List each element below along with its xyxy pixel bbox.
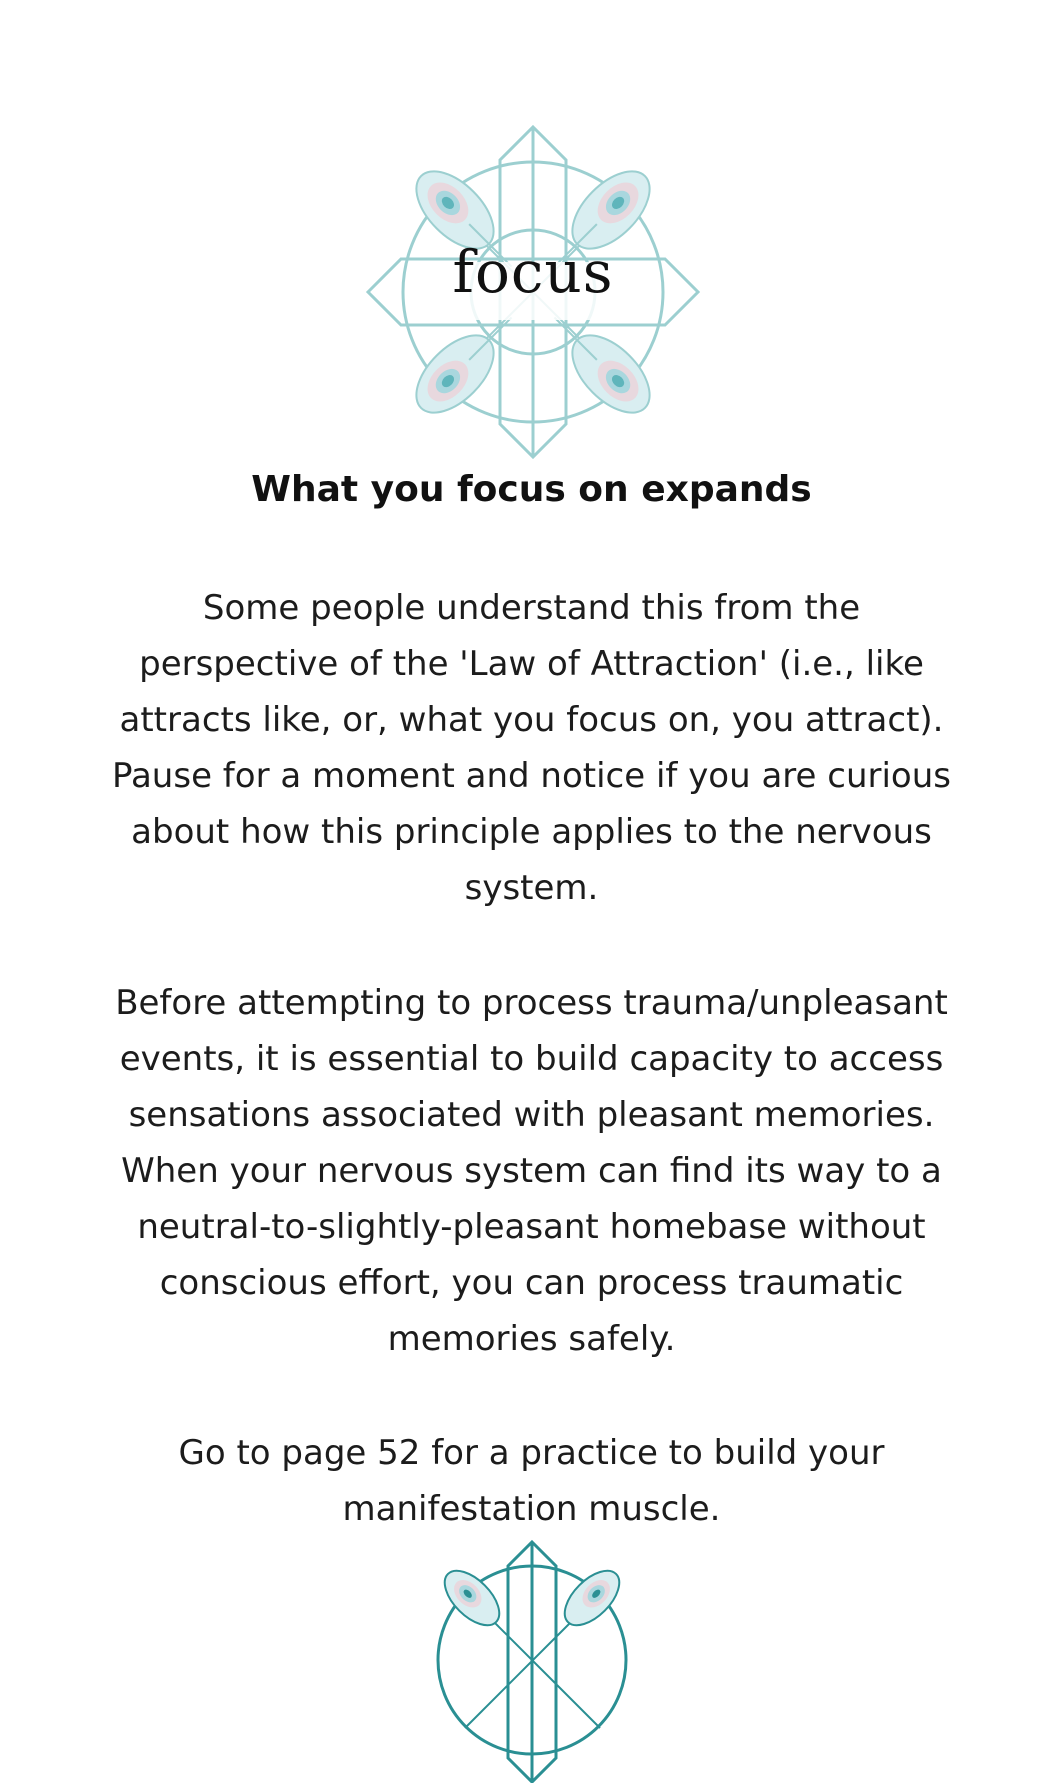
mandala-peacock-feather-icon (410, 1538, 655, 1783)
emblem-word: focus (452, 238, 614, 306)
body-paragraph-3: Go to page 52 for a practice to build your manifestation muscle. (178, 1433, 885, 1529)
page-title: What you focus on expands (251, 469, 812, 510)
body-paragraph-1: Some people understand this from the perspective of the 'Law of Attraction' (i.e., like attracts like, or, what you focus on, you attract). Pause for a moment and notice if you are curious about how this principle applies to the nervous system. (112, 588, 951, 908)
body-paragraph-2: Before attempting to process trauma/unpleasant events, it is essential to build capacity to access sensations associated with pleasant memories. When your nervous system can find its way to a neutral-to-slightly-pleasant homebase without conscious effort, you can process traumatic memories safely. (115, 983, 948, 1359)
